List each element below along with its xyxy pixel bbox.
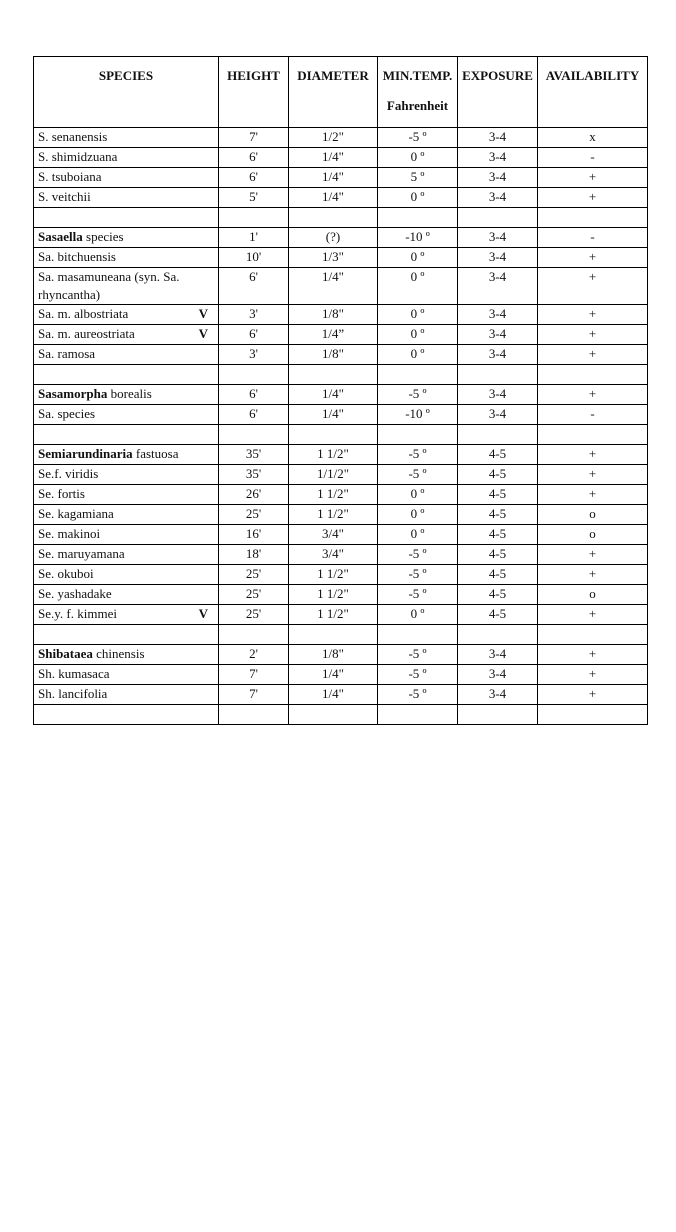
diameter-cell: 1/3" bbox=[289, 248, 378, 268]
min-temp-cell: -5 º bbox=[378, 465, 458, 485]
min-temp-cell: 0 º bbox=[378, 525, 458, 545]
blank-cell bbox=[378, 625, 458, 645]
height-cell: 6' bbox=[219, 385, 289, 405]
min-temp-cell: 0 º bbox=[378, 148, 458, 168]
exposure-cell: 3-4 bbox=[458, 665, 538, 685]
min-temp-cell: 0 º bbox=[378, 325, 458, 345]
col-min-temp-header bbox=[378, 57, 458, 128]
species-name: Sa. m. aureostriata bbox=[38, 326, 135, 341]
blank-cell bbox=[538, 425, 648, 445]
exposure-cell: 3-4 bbox=[458, 268, 538, 305]
exposure-cell: 3-4 bbox=[458, 345, 538, 365]
table-row bbox=[34, 405, 648, 425]
species-name: Sa. m. albostriata bbox=[38, 306, 129, 321]
height-cell: 5' bbox=[219, 188, 289, 208]
availability-cell: + bbox=[538, 645, 648, 665]
height-cell: 16' bbox=[219, 525, 289, 545]
species-name: Se.y. f. kimmei bbox=[38, 606, 117, 621]
species-name: Sh. kumasaca bbox=[38, 666, 110, 681]
exposure-cell: 3-4 bbox=[458, 385, 538, 405]
species-name: S. shimidzuana bbox=[38, 149, 118, 164]
genus-name: Sasamorpha bbox=[38, 386, 108, 401]
height-cell: 6' bbox=[219, 148, 289, 168]
height-cell: 10' bbox=[219, 248, 289, 268]
height-cell: 3' bbox=[219, 305, 289, 325]
species-table bbox=[33, 56, 648, 725]
min-temp-cell: -5 º bbox=[378, 685, 458, 705]
table-row bbox=[34, 188, 648, 208]
species-name: fastuosa bbox=[132, 446, 179, 461]
diameter-cell: 1/4" bbox=[289, 148, 378, 168]
species-cell bbox=[34, 228, 219, 248]
exposure-cell: 3-4 bbox=[458, 685, 538, 705]
blank-cell bbox=[289, 365, 378, 385]
species-cell bbox=[34, 605, 219, 625]
availability-cell: + bbox=[538, 565, 648, 585]
height-cell: 25' bbox=[219, 585, 289, 605]
blank-cell bbox=[289, 425, 378, 445]
min-temp-cell: 0 º bbox=[378, 485, 458, 505]
blank-cell bbox=[34, 705, 219, 725]
height-cell: 1' bbox=[219, 228, 289, 248]
blank-cell bbox=[34, 208, 219, 228]
diameter-cell: 1/2" bbox=[289, 128, 378, 148]
table-row bbox=[34, 445, 648, 465]
table-row bbox=[34, 565, 648, 585]
diameter-cell: 1 1/2" bbox=[289, 445, 378, 465]
diameter-cell: (?) bbox=[289, 228, 378, 248]
blank-cell bbox=[219, 365, 289, 385]
species-name: Se. maruyamana bbox=[38, 546, 125, 561]
availability-cell: + bbox=[538, 545, 648, 565]
blank-cell bbox=[538, 208, 648, 228]
species-name: Se. fortis bbox=[38, 486, 85, 501]
exposure-cell: 4-5 bbox=[458, 605, 538, 625]
exposure-cell: 3-4 bbox=[458, 168, 538, 188]
table-row bbox=[34, 248, 648, 268]
availability-cell: o bbox=[538, 585, 648, 605]
table-row bbox=[34, 645, 648, 665]
blank-cell bbox=[458, 208, 538, 228]
height-cell: 35' bbox=[219, 465, 289, 485]
exposure-cell: 4-5 bbox=[458, 525, 538, 545]
variegated-flag: V bbox=[198, 326, 208, 341]
blank-cell bbox=[34, 425, 219, 445]
table-row bbox=[34, 485, 648, 505]
availability-cell: + bbox=[538, 605, 648, 625]
species-cell bbox=[34, 525, 219, 545]
table-row bbox=[34, 505, 648, 525]
min-temp-cell: 0 º bbox=[378, 188, 458, 208]
diameter-cell: 1/4" bbox=[289, 385, 378, 405]
blank-cell bbox=[378, 705, 458, 725]
blank-row bbox=[34, 705, 648, 725]
table-row bbox=[34, 585, 648, 605]
height-cell: 35' bbox=[219, 445, 289, 465]
availability-cell: o bbox=[538, 505, 648, 525]
min-temp-cell: 0 º bbox=[378, 268, 458, 305]
species-name: Sa. ramosa bbox=[38, 346, 96, 361]
exposure-cell: 4-5 bbox=[458, 445, 538, 465]
species-name: species bbox=[82, 229, 124, 244]
diameter-cell: 1 1/2" bbox=[289, 485, 378, 505]
height-cell: 6' bbox=[219, 168, 289, 188]
exposure-cell: 3-4 bbox=[458, 228, 538, 248]
exposure-cell: 4-5 bbox=[458, 545, 538, 565]
availability-cell: + bbox=[538, 685, 648, 705]
height-cell: 6' bbox=[219, 268, 289, 305]
blank-cell bbox=[34, 365, 219, 385]
min-temp-cell: 5 º bbox=[378, 168, 458, 188]
diameter-cell: 1 1/2" bbox=[289, 605, 378, 625]
species-cell bbox=[34, 168, 219, 188]
min-temp-cell: 0 º bbox=[378, 605, 458, 625]
species-cell bbox=[34, 325, 219, 345]
species-name: Se. makinoi bbox=[38, 526, 101, 541]
species-cell bbox=[34, 665, 219, 685]
col-diameter-header: DIAMETER bbox=[289, 57, 378, 128]
min-temp-cell: -5 º bbox=[378, 665, 458, 685]
table-row bbox=[34, 128, 648, 148]
diameter-cell: 1/4" bbox=[289, 188, 378, 208]
availability-cell: x bbox=[538, 128, 648, 148]
blank-cell bbox=[458, 705, 538, 725]
blank-cell bbox=[34, 625, 219, 645]
min-temp-cell: 0 º bbox=[378, 345, 458, 365]
species-name: S. tsuboiana bbox=[38, 169, 102, 184]
blank-cell bbox=[219, 208, 289, 228]
blank-cell bbox=[458, 425, 538, 445]
height-cell: 18' bbox=[219, 545, 289, 565]
species-cell bbox=[34, 545, 219, 565]
diameter-cell: 1/4" bbox=[289, 665, 378, 685]
min-temp-cell: 0 º bbox=[378, 248, 458, 268]
blank-row bbox=[34, 365, 648, 385]
diameter-cell: 1/4" bbox=[289, 268, 378, 305]
availability-cell: + bbox=[538, 345, 648, 365]
height-cell: 6' bbox=[219, 325, 289, 345]
species-cell bbox=[34, 248, 219, 268]
min-temp-cell: 0 º bbox=[378, 505, 458, 525]
min-temp-cell: -5 º bbox=[378, 645, 458, 665]
col-species-header: SPECIES bbox=[34, 57, 219, 128]
min-temp-cell: -5 º bbox=[378, 565, 458, 585]
header-row bbox=[34, 57, 648, 128]
min-temp-label: MIN.TEMP. bbox=[382, 68, 453, 83]
diameter-cell: 1/4" bbox=[289, 168, 378, 188]
species-cell bbox=[34, 505, 219, 525]
species-name: Se. yashadake bbox=[38, 586, 112, 601]
species-name: borealis bbox=[107, 386, 152, 401]
height-cell: 25' bbox=[219, 605, 289, 625]
diameter-cell: 1 1/2" bbox=[289, 505, 378, 525]
blank-cell bbox=[219, 625, 289, 645]
species-cell bbox=[34, 645, 219, 665]
diameter-cell: 1 1/2" bbox=[289, 585, 378, 605]
min-temp-cell: -10 º bbox=[378, 405, 458, 425]
height-cell: 7' bbox=[219, 665, 289, 685]
height-cell: 7' bbox=[219, 685, 289, 705]
availability-cell: + bbox=[538, 188, 648, 208]
species-cell bbox=[34, 685, 219, 705]
species-cell bbox=[34, 565, 219, 585]
exposure-cell: 4-5 bbox=[458, 485, 538, 505]
blank-row bbox=[34, 625, 648, 645]
min-temp-cell: -5 º bbox=[378, 128, 458, 148]
variegated-flag: V bbox=[198, 606, 208, 621]
height-cell: 3' bbox=[219, 345, 289, 365]
min-temp-cell: -5 º bbox=[378, 545, 458, 565]
availability-cell: + bbox=[538, 445, 648, 465]
col-exposure-header: EXPOSURE bbox=[458, 57, 538, 128]
diameter-cell: 1/4" bbox=[289, 405, 378, 425]
availability-cell: o bbox=[538, 525, 648, 545]
variegated-flag: V bbox=[198, 306, 208, 321]
species-cell bbox=[34, 405, 219, 425]
height-cell: 6' bbox=[219, 405, 289, 425]
species-name: Sa. masamuneana (syn. Sa. rhyncantha) bbox=[38, 269, 183, 302]
table-row bbox=[34, 385, 648, 405]
exposure-cell: 3-4 bbox=[458, 128, 538, 148]
blank-cell bbox=[219, 425, 289, 445]
blank-cell bbox=[289, 625, 378, 645]
blank-cell bbox=[378, 365, 458, 385]
exposure-cell: 4-5 bbox=[458, 465, 538, 485]
blank-cell bbox=[378, 425, 458, 445]
height-cell: 7' bbox=[219, 128, 289, 148]
table-row bbox=[34, 545, 648, 565]
diameter-cell: 3/4" bbox=[289, 545, 378, 565]
species-name: Sh. lancifolia bbox=[38, 686, 108, 701]
availability-cell: + bbox=[538, 485, 648, 505]
blank-cell bbox=[538, 705, 648, 725]
blank-row bbox=[34, 208, 648, 228]
diameter-cell: 1/1/2" bbox=[289, 465, 378, 485]
blank-cell bbox=[538, 365, 648, 385]
species-cell bbox=[34, 345, 219, 365]
species-cell bbox=[34, 128, 219, 148]
availability-cell: + bbox=[538, 305, 648, 325]
min-temp-cell: -10 º bbox=[378, 228, 458, 248]
species-cell bbox=[34, 585, 219, 605]
genus-name: Sasaella bbox=[38, 229, 83, 244]
availability-cell: + bbox=[538, 268, 648, 305]
blank-cell bbox=[538, 625, 648, 645]
genus-name: Shibataea bbox=[38, 646, 93, 661]
diameter-cell: 1 1/2" bbox=[289, 565, 378, 585]
table-row bbox=[34, 148, 648, 168]
species-name: chinensis bbox=[92, 646, 145, 661]
col-height-header: HEIGHT bbox=[219, 57, 289, 128]
table-row bbox=[34, 345, 648, 365]
species-name: Se. kagamiana bbox=[38, 506, 114, 521]
min-temp-cell: -5 º bbox=[378, 385, 458, 405]
table-row bbox=[34, 168, 648, 188]
species-name: S. senanensis bbox=[38, 129, 108, 144]
min-temp-cell: -5 º bbox=[378, 445, 458, 465]
species-name: Se. okuboi bbox=[38, 566, 94, 581]
species-name: S. veitchii bbox=[38, 189, 91, 204]
table-row bbox=[34, 268, 648, 305]
species-name: Sa. species bbox=[38, 406, 96, 421]
exposure-cell: 4-5 bbox=[458, 505, 538, 525]
table-row bbox=[34, 325, 648, 345]
exposure-cell: 3-4 bbox=[458, 325, 538, 345]
exposure-cell: 3-4 bbox=[458, 188, 538, 208]
table-row bbox=[34, 228, 648, 248]
exposure-cell: 4-5 bbox=[458, 565, 538, 585]
min-temp-cell: -5 º bbox=[378, 585, 458, 605]
availability-cell: - bbox=[538, 228, 648, 248]
species-cell bbox=[34, 188, 219, 208]
blank-cell bbox=[458, 625, 538, 645]
col-availability-header: AVAILABILITY bbox=[538, 57, 648, 128]
exposure-cell: 4-5 bbox=[458, 585, 538, 605]
blank-cell bbox=[289, 705, 378, 725]
blank-cell bbox=[219, 705, 289, 725]
table-row bbox=[34, 525, 648, 545]
blank-cell bbox=[458, 365, 538, 385]
blank-cell bbox=[378, 208, 458, 228]
blank-cell bbox=[289, 208, 378, 228]
exposure-cell: 3-4 bbox=[458, 248, 538, 268]
availability-cell: + bbox=[538, 465, 648, 485]
species-cell bbox=[34, 268, 219, 305]
exposure-cell: 3-4 bbox=[458, 305, 538, 325]
availability-cell: + bbox=[538, 168, 648, 188]
species-cell bbox=[34, 148, 219, 168]
genus-name: Semiarundinaria bbox=[38, 446, 133, 461]
exposure-cell: 3-4 bbox=[458, 405, 538, 425]
availability-cell: + bbox=[538, 325, 648, 345]
species-cell bbox=[34, 305, 219, 325]
availability-cell: - bbox=[538, 148, 648, 168]
diameter-cell: 1/8" bbox=[289, 645, 378, 665]
species-name: Se.f. viridis bbox=[38, 466, 99, 481]
species-cell bbox=[34, 385, 219, 405]
availability-cell: - bbox=[538, 405, 648, 425]
table-row bbox=[34, 685, 648, 705]
availability-cell: + bbox=[538, 665, 648, 685]
height-cell: 25' bbox=[219, 565, 289, 585]
diameter-cell: 1/4" bbox=[289, 685, 378, 705]
exposure-cell: 3-4 bbox=[458, 148, 538, 168]
species-name: Sa. bitchuensis bbox=[38, 249, 116, 264]
species-cell bbox=[34, 465, 219, 485]
availability-cell: + bbox=[538, 248, 648, 268]
table-row bbox=[34, 605, 648, 625]
table-row bbox=[34, 665, 648, 685]
species-cell bbox=[34, 445, 219, 465]
table-row bbox=[34, 465, 648, 485]
min-temp-cell: 0 º bbox=[378, 305, 458, 325]
exposure-cell: 3-4 bbox=[458, 645, 538, 665]
availability-cell: + bbox=[538, 385, 648, 405]
species-cell bbox=[34, 485, 219, 505]
diameter-cell: 1/4” bbox=[289, 325, 378, 345]
min-temp-unit: Fahrenheit bbox=[386, 98, 449, 113]
diameter-cell: 1/8" bbox=[289, 345, 378, 365]
diameter-cell: 3/4" bbox=[289, 525, 378, 545]
height-cell: 2' bbox=[219, 645, 289, 665]
blank-row bbox=[34, 425, 648, 445]
height-cell: 26' bbox=[219, 485, 289, 505]
height-cell: 25' bbox=[219, 505, 289, 525]
table-row bbox=[34, 305, 648, 325]
diameter-cell: 1/8" bbox=[289, 305, 378, 325]
